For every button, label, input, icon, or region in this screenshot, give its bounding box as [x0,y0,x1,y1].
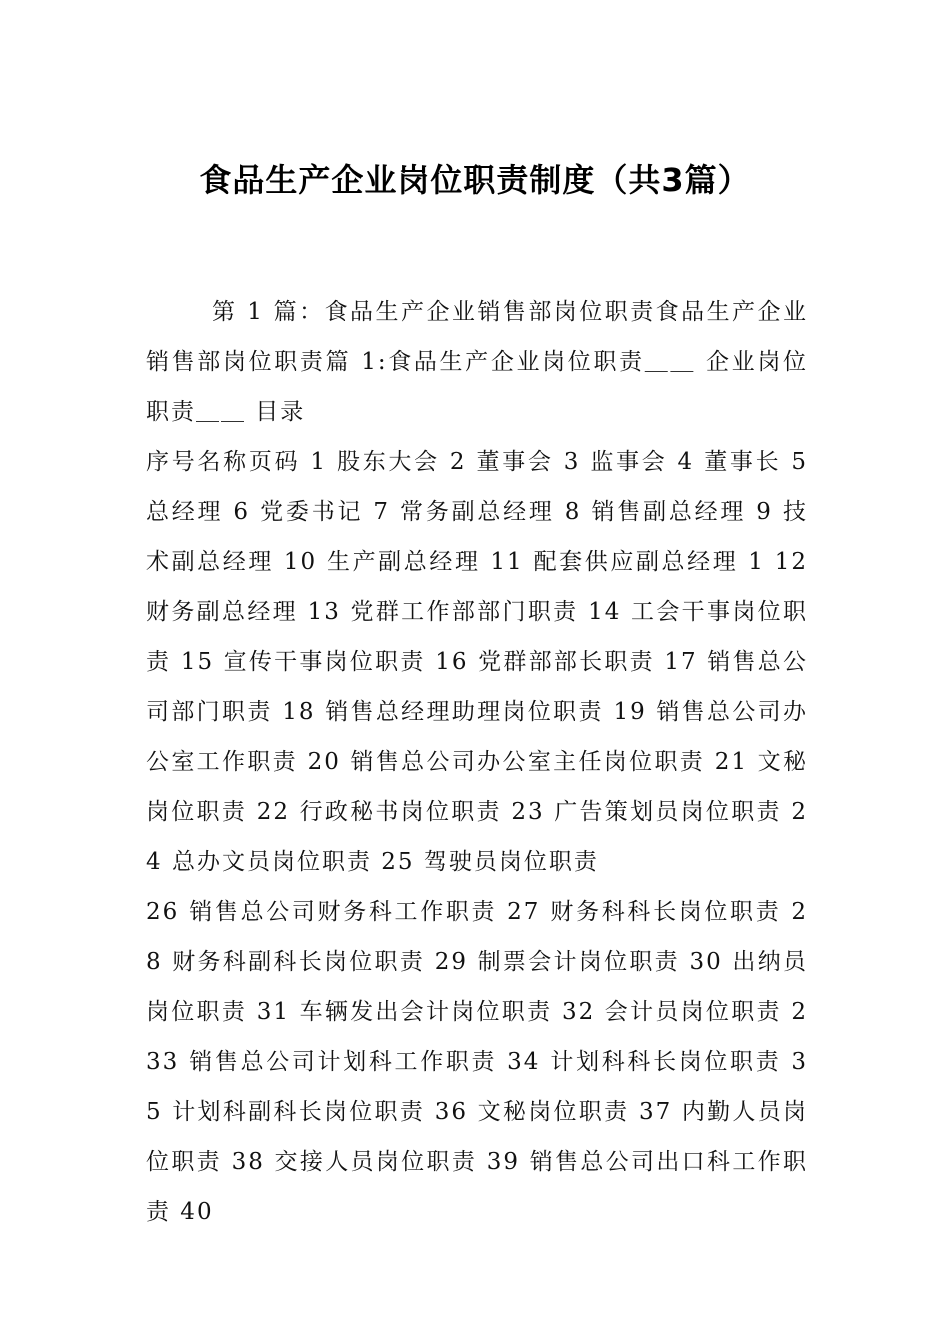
document-body [146,287,808,1237]
document-title: 食品生产企业岗位职责制度（共3篇） [199,161,751,199]
paragraph-toc-part-1: 序号名称页码 1 股东大会 2 董事会 3 监事会 4 董事长 5 总经理 6 党委书记 7 常务副总经理 8 销售副总经理 9 技术副总经理 10 生产副总经理 11 配套供应副总经理 1 12 财务副总经理 13 党群工作部部门职责 14 工会干事岗位职责 15 宣传干事岗位职责 16 党群部部长职责 17 销售总公司部门职责 18 销售总经理助理岗位职责 19 销售总公司办公室工作职责 20 销售总公司办公室主任岗位职责 21 文秘岗位职责 22 行政秘书岗位职责 23 广告策划员岗位职责 24 总办文员岗位职责 25 驾驶员岗位职责 [146,449,808,875]
paragraph-toc-part-2: 26 销售总公司财务科工作职责 27 财务科科长岗位职责 28 财务科副科长岗位职责 29 制票会计岗位职责 30 出纳员岗位职责 31 车辆发出会计岗位职责 32 会计员岗位职责 2 33 销售总公司计划科工作职责 34 计划科科长岗位职责 35 计划科副科长岗位职责 36 文秘岗位职责 37 内勤人员岗位职责 38 交接人员岗位职责 39 销售总公司出口科工作职责 40 [146,899,808,1225]
paragraph-intro: 第 1 篇：食品生产企业销售部岗位职责食品生产企业销售部岗位职责篇 1:食品生产企业岗位职责＿＿ 企业岗位职责＿＿ 目录 [146,299,808,425]
